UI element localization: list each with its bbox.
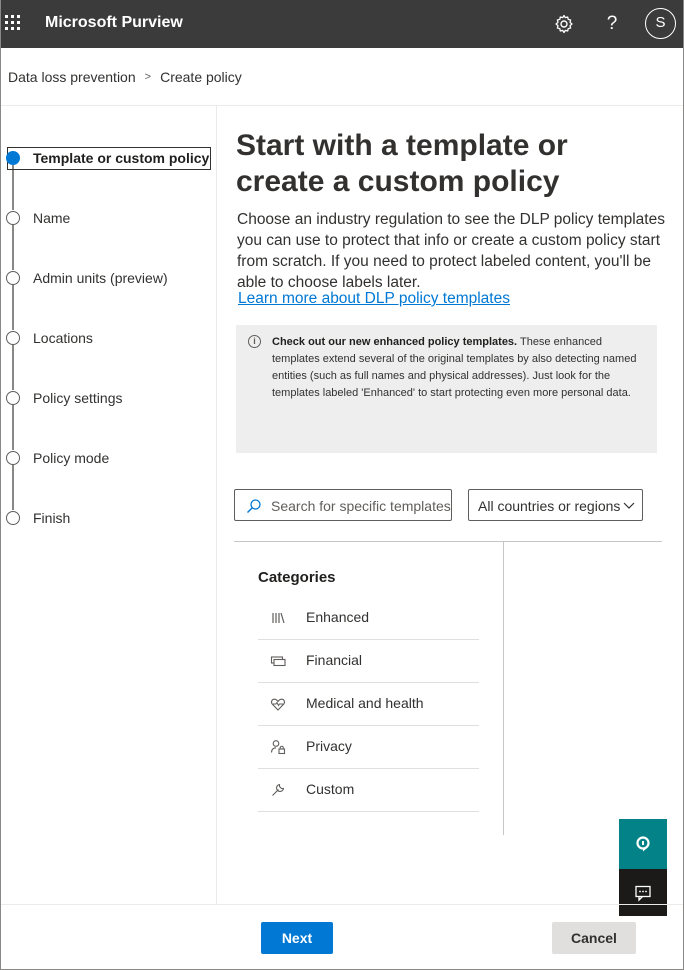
info-message-text [272,334,644,402]
cancel-button[interactable]: Cancel [552,922,636,954]
category-panel-divider [503,542,504,835]
categories-heading: Categories [258,569,336,586]
floating-help-button[interactable] [619,819,667,869]
settings-gear-icon[interactable] [552,12,576,36]
support-headset-icon [634,835,652,853]
category-label: Privacy [306,738,352,754]
footer-divider [0,904,684,905]
category-label: Medical and health [306,695,424,711]
step-dot-icon [6,451,20,465]
step-name: Name [33,210,71,226]
person-lock-icon [270,739,286,755]
step-dot-icon [6,331,20,345]
category-item-financial[interactable] [258,640,479,683]
search-icon [246,498,262,514]
step-locations: Locations [33,330,93,346]
step-current-dot-icon [6,151,20,165]
app-title[interactable]: Microsoft Purview [45,14,183,31]
chevron-down-icon [623,499,635,511]
breadcrumb-item-dlp[interactable]: Data loss prevention [8,69,136,85]
step-connector [12,465,14,510]
step-policy-mode: Policy mode [33,450,110,466]
category-label: Custom [306,781,355,797]
learn-more-link[interactable]: Learn more about DLP policy templates [238,290,510,307]
step-dot-icon [6,211,20,225]
search-placeholder: Search for specific templates [271,498,451,514]
step-admin-units: Admin units (preview) [33,270,168,286]
chevron-right-icon: > [144,71,152,83]
step-policy-settings: Policy settings [33,390,123,406]
money-icon [270,653,286,669]
header-divider [0,105,684,106]
region-dropdown-value: All countries or regions [478,498,621,514]
app-launcher-icon[interactable] [5,15,21,31]
category-item-custom[interactable] [258,769,479,812]
breadcrumb [8,69,242,85]
step-connector [12,285,14,330]
next-button[interactable]: Next [261,922,333,954]
category-item-medical[interactable] [258,683,479,726]
category-item-privacy[interactable] [258,726,479,769]
template-list-divider [234,541,662,542]
step-dot-icon [6,511,20,525]
step-connector [12,165,14,210]
step-finish: Finish [33,510,71,526]
floating-feedback-button[interactable] [619,869,667,916]
page-title: Start with a template or create a custom policy [236,129,568,198]
heart-pulse-icon [270,696,286,712]
intro-text: Choose an industry regulation to see the DLP policy templates you can use to protect that info or create a custom policy start from scratch. If you need to protect labeled content, you'll be able to choose labels later. [237,211,665,291]
info-message-bold: Check out our new enhanced policy templates. [272,336,518,348]
library-icon [270,610,286,626]
help-icon[interactable]: ? [606,13,618,34]
category-label: Financial [306,652,363,668]
step-connector [12,225,14,270]
category-item-enhanced[interactable] [258,597,479,640]
info-message-bar [236,325,657,453]
chat-icon [634,884,652,902]
step-dot-icon [6,271,20,285]
info-message-body: These enhanced templates extend several of the original templates by also detecting named entities (such as full names and physical addresses). Just look for the templates labeled 'Enhanced' to start protecting even more personal data. [272,336,637,399]
wrench-icon [270,782,286,798]
step-dot-icon [6,391,20,405]
region-dropdown[interactable] [468,489,643,521]
step-connector [12,405,14,450]
breadcrumb-item-create-policy: Create policy [160,69,242,85]
category-label: Enhanced [306,609,370,625]
avatar[interactable]: S [645,8,676,39]
step-template-or-custom-policy[interactable]: Template or custom policy [33,150,210,166]
info-icon: i [248,335,261,348]
step-connector [12,345,14,390]
stepper-divider [216,106,217,904]
top-bar [0,0,684,48]
template-search-input[interactable] [234,489,452,521]
